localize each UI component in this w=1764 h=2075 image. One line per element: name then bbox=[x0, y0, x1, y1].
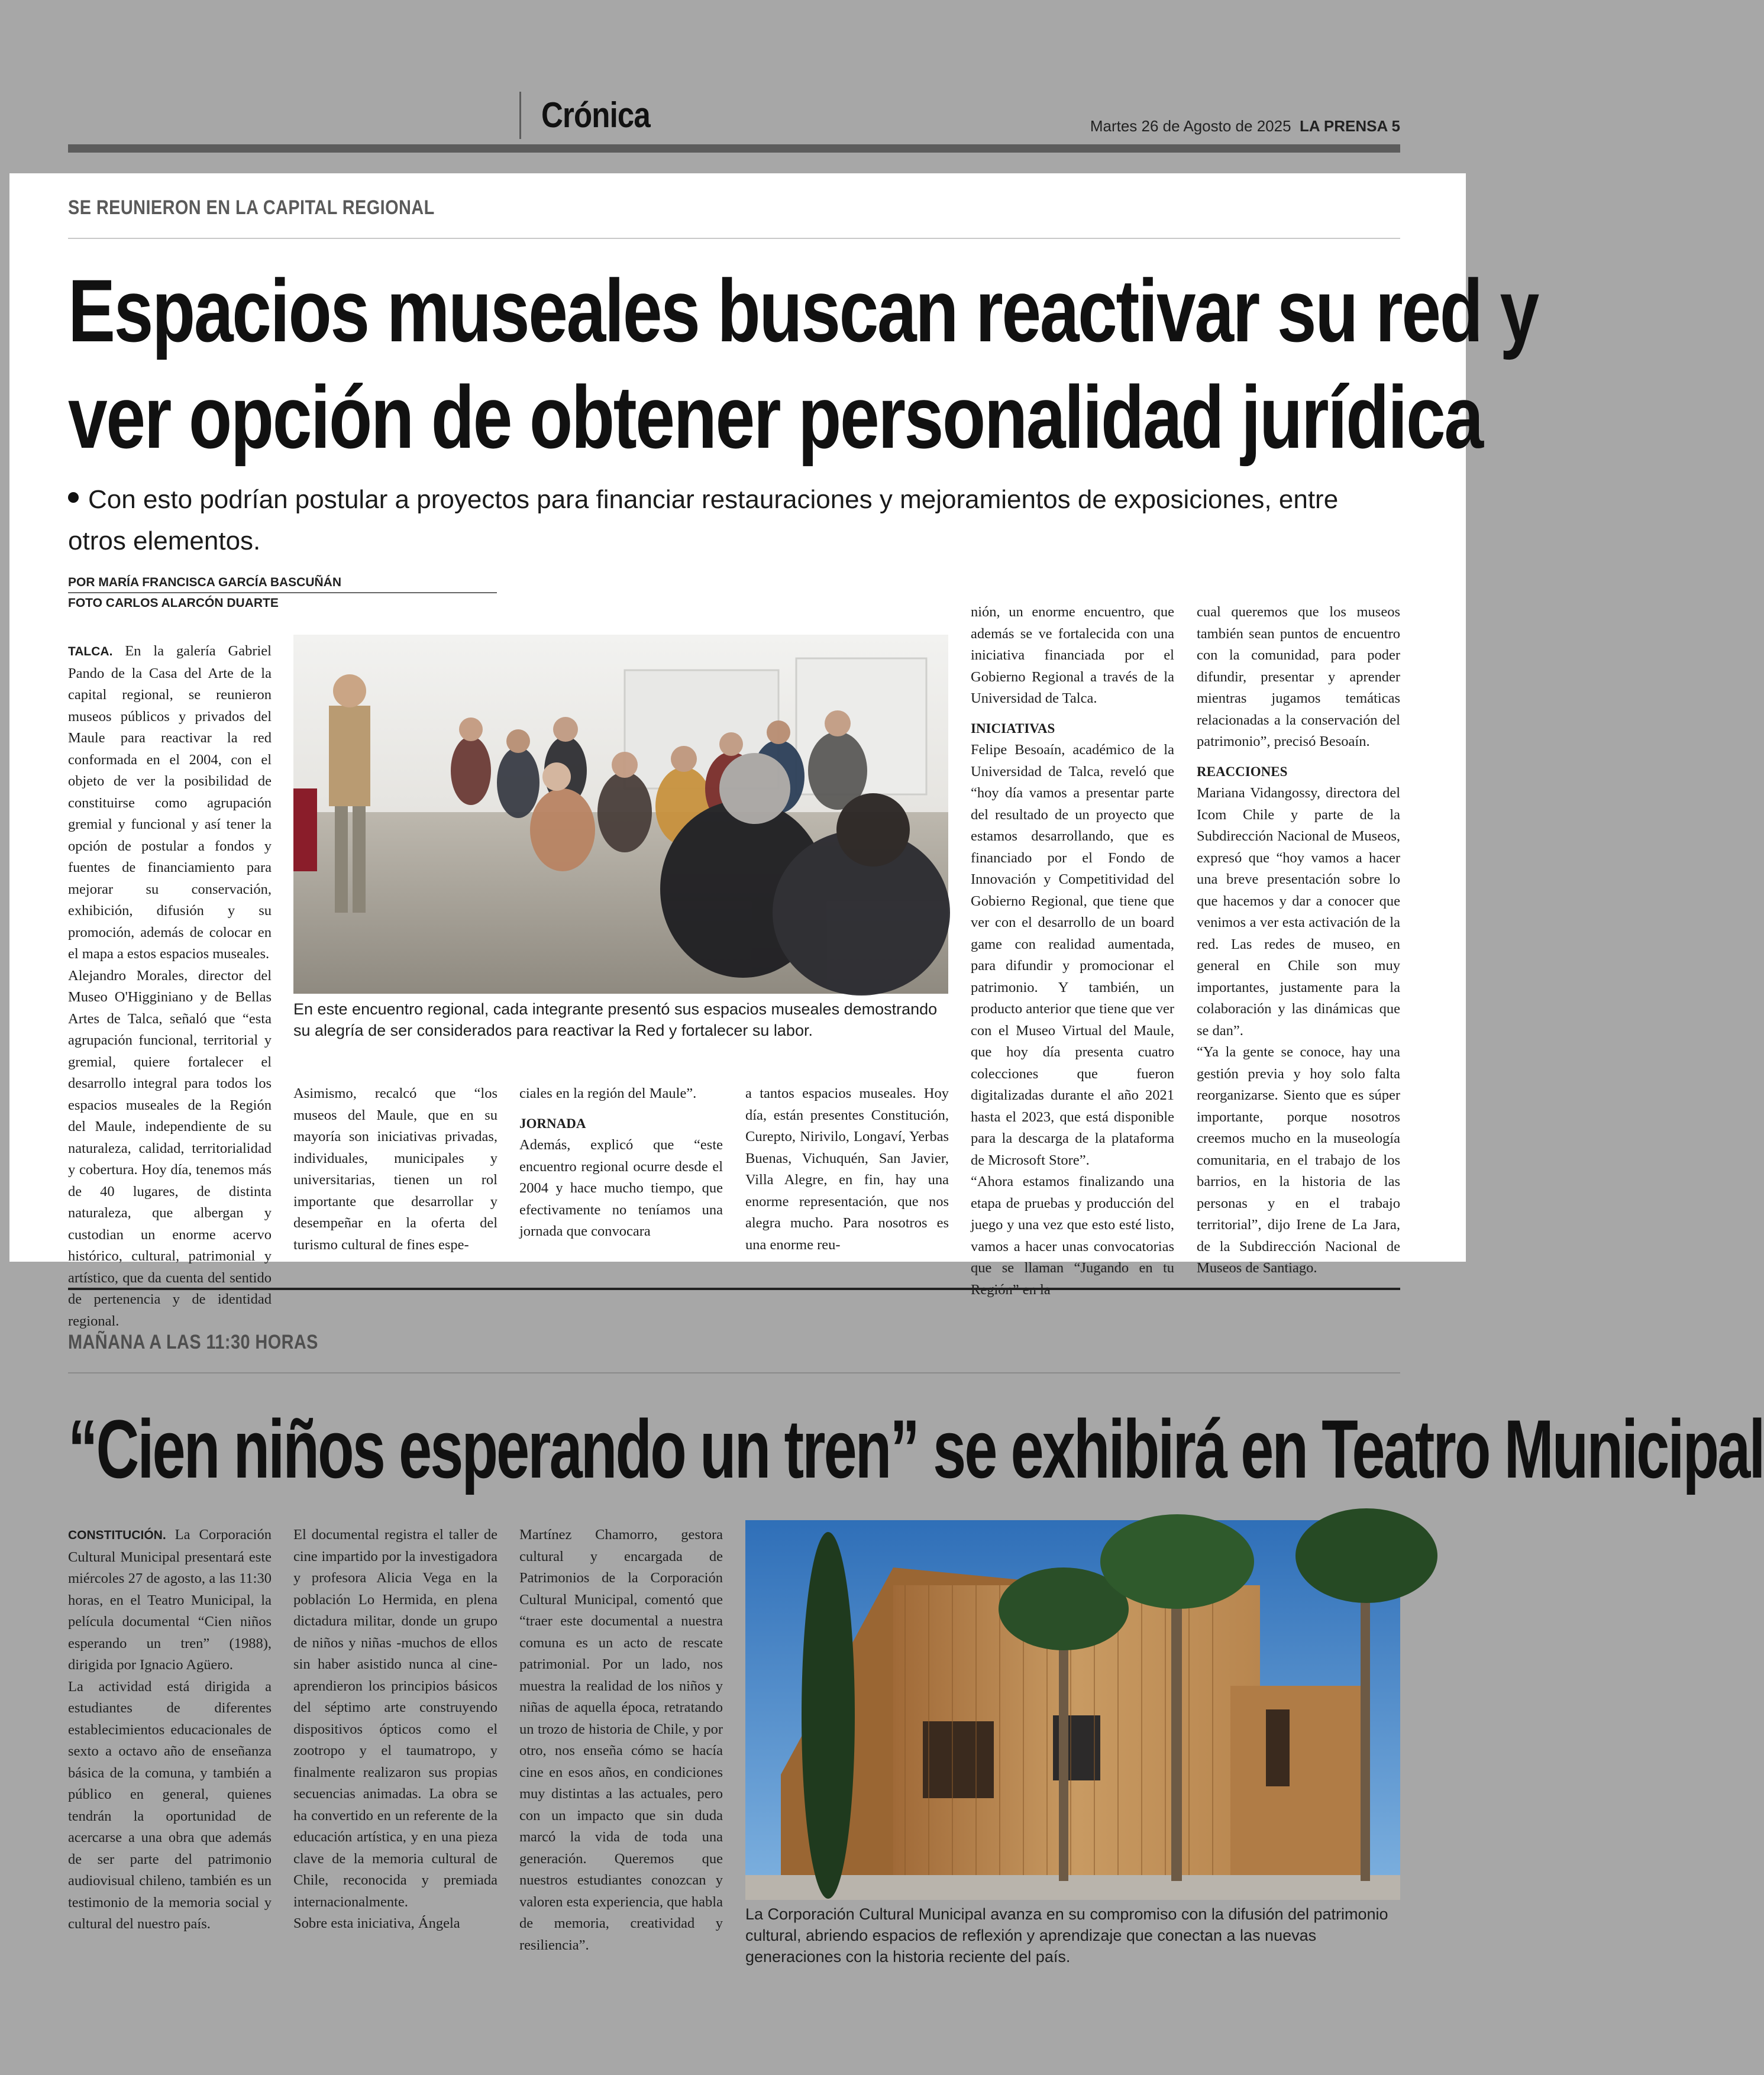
article-1-headline-line2: ver opción de obtener personalidad jurídica bbox=[68, 367, 1482, 467]
article-2-column-3 bbox=[519, 1524, 723, 1956]
column-paragraph: El documental registra el taller de cine impartido por la investigadora y profesora Alicia Vega en la población Lo Hermida, en plena dictadura militar, donde un grupo de niños y niñas -muchos de ellos sin haber asistido nunca al cine- aprendieron los principios básicos del séptimo arte construyendo dispositivos ópticos como el zootropo y el taumatropo, y finalmente realizaron sus propias secuencias animadas. La obra se ha convertido en un referente de la educación artística, y en una pieza clave de la memoria cultural de Chile, reconocida y premiada internacionalmente. bbox=[293, 1527, 497, 1910]
article-1-kicker: SE REUNIERON EN LA CAPITAL REGIONAL bbox=[68, 196, 435, 219]
column-paragraph: “Ahora estamos finalizando una etapa de pruebas y producción del juego y una vez que esto esté listo, vamos a hacer unas convocatorias que se llaman “Jugando en tu bbox=[971, 1174, 1174, 1276]
header-divider bbox=[519, 92, 521, 139]
column-paragraph: Asimismo, recalcó que “los museos del Maule, que en su mayoría son iniciativas privadas, individuales, municipales y universitarias, tienen un rol importante que desarrollar y desempeñar en la oferta del turismo cultural de fines espe- bbox=[293, 1085, 497, 1253]
article-2-kicker: MAÑANA A LAS 11:30 HORAS bbox=[68, 1331, 318, 1353]
article-1-column-1 bbox=[68, 641, 272, 1332]
subhead-jornada: JORNADA bbox=[519, 1116, 586, 1131]
article-separator bbox=[68, 1288, 1400, 1290]
article-2-column-1 bbox=[68, 1524, 272, 1935]
article-1-column-2 bbox=[293, 1083, 497, 1256]
meeting-photo-image bbox=[293, 635, 948, 994]
column-paragraph: cual queremos que los museos también sean puntos de encuentro con la comunidad, para poder difundir, presentar y aprender mientras jugamos temáticas relacionadas a la conservación del patrimonio”, precisó Besoaín. bbox=[1197, 604, 1400, 749]
photo-credit: FOTO CARLOS ALARCÓN DUARTE bbox=[68, 596, 279, 610]
article-1-photo-caption: En este encuentro regional, cada integrante presentó sus espacios museales demostrando su alegría de ser considerados para reactivar la Red y fortalecer su labor. bbox=[293, 1000, 938, 1039]
dateline bbox=[1090, 117, 1400, 135]
column-paragraph: En la galería Gabriel Pando de la Casa del Arte de la capital regional, se reunieron museos públicos y privados del Maule para reactivar la red conformada en el 2004, con el objeto de ver la posibilidad de constituirse como agrupación gremial y funcional y así tener la opción de postular a fondos y fuentes de financiamiento para mejorar su conservación, exhibición, difusión y su promoción, además de colocar en el mapa a estos espacios museales. bbox=[68, 643, 272, 962]
column-paragraph: Felipe Besoaín, académico de la Universidad de Talca, reveló que “hoy día vamos a presentar parte del resultado de un proyecto que estamos desarrollando, que es financiado por el Fondo de Innovación y Competitividad del Gobierno Regional, que tiene que ver con el desarrollo de un board game con realidad aumentada, para difundir y promocionar el patrimonio. Y también, un producto anterior que tiene que ver con el Museo Virtual del Maule, que hoy día presenta cuatro colecciones que fueron digitalizadas durante el año 2021 hasta el 2023, que está disponible para la descarga de la plataforma de Microsoft Store”. bbox=[971, 742, 1174, 1168]
deck-text: Con esto podrían postular a proyectos para financiar restauraciones y mejoramientos de exposiciones, entre otros elementos. bbox=[68, 485, 1339, 555]
byline: POR MARÍA FRANCISCA GARCÍA BASCUÑÁN bbox=[68, 576, 341, 589]
dateline-talca: TALCA. bbox=[68, 645, 113, 658]
column-paragraph: Sobre esta iniciativa, Ángela bbox=[293, 1915, 460, 1931]
paper-name: LA PRENSA 5 bbox=[1300, 117, 1400, 135]
column-paragraph: Además, explicó que “este encuentro regional ocurre desde el 2004 y hace mucho tiempo, que efectivamente no teníamos una jornada que convocara bbox=[519, 1137, 723, 1239]
column-paragraph: ciales en la región del Maule”. bbox=[519, 1085, 697, 1101]
article-1-column-6 bbox=[1197, 602, 1400, 1279]
article-2-column-2 bbox=[293, 1524, 497, 1935]
article-2-photo bbox=[745, 1520, 1400, 1900]
bullet-icon bbox=[68, 492, 79, 503]
header-bar bbox=[68, 144, 1400, 153]
article-2-headline: “Cien niños esperando un tren” se exhibirá en Teatro Municipal bbox=[68, 1402, 1764, 1495]
article-1-column-3 bbox=[519, 1083, 723, 1243]
column-paragraph: Mariana Vidangossy, directora del Icom Chile y parte de la Subdirección Nacional de Museos, expresó que “hoy vamos a hacer una breve presentación sobre lo que hacemos y dar a conocer que venimos a ver esta activación de la red. Las redes de museo, en general en Chile son muy importantes, justamente para la colaboración y las dinámicas que se dan”. bbox=[1197, 785, 1400, 1039]
kicker-rule bbox=[68, 238, 1400, 239]
column-paragraph: “Ya la gente se conoce, hay una gestión previa y hoy solo falta reorganizarse. Siento que es súper importante, porque nosotros creemos mucho en la museología comunitaria, en el trabajo de los barrios, en la historia de las personas y en el trabajo territorial”, dijo Irene de La Jara, de la Subdirección Nacional de Museos de Santiago. bbox=[1197, 1044, 1400, 1276]
byline-rule bbox=[68, 592, 497, 593]
article-1-headline-line1: Espacios museales buscan reactivar su red y bbox=[68, 261, 1538, 360]
kicker-rule bbox=[68, 1372, 1400, 1373]
column-paragraph: Alejandro Morales, director del Museo O'Higginiano y de Bellas Artes de Talca, señaló que “esta agrupación funcional, territorial y gremial, quiere fortalecer el desarrollo integral para todos los espacios museales de la Región del Maule, independiente de su naturaleza, calidad, territorialidad y cobertura. Hoy día, tenemos más de 40 lugares, de distinta naturaleza, que albergan y custodian un enorme acervo histórico, cultural, patrimonial y artístico, que da cuenta del sentido de pertenencia y de identidad regional. bbox=[68, 967, 272, 1329]
issue-date: Martes 26 de Agosto de 2025 bbox=[1090, 117, 1291, 135]
column-paragraph: Martínez Chamorro, gestora cultural y encargada de Patrimonios de la Corporación Cultural Municipal, comentó que “traer este documental a nuestra comuna es un acto de rescate patrimonial. Por un lado, nos muestra la realidad de los niños y niñas de aquella época, retratando un trozo de historia de Chile, y por otro, nos enseña cómo se hacía cine en esos años, en condiciones muy distintas a las actuales, pero con un impacto que sin duda marcó la vida de toda una generación. Queremos que nuestros estudiantes conozcan y valoren esta experiencia, que habla de memoria, creatividad y resiliencia”. bbox=[519, 1527, 723, 1953]
article-1-column-5 bbox=[971, 602, 1174, 1301]
article-2-photo-caption: La Corporación Cultural Municipal avanza en su compromiso con la difusión del patrimonio cultural, abriendo espacios de reflexión y aprendizaje que conectan a las nuevas generaciones con la historia reciente del país. bbox=[745, 1905, 1388, 1966]
subhead-iniciativas: INICIATIVAS bbox=[971, 720, 1055, 736]
section-title: Crónica bbox=[541, 95, 650, 135]
theatre-photo-image bbox=[745, 1520, 1400, 1900]
column-paragraph: a tantos espacios museales. Hoy día, están presentes Constitución, Curepto, Nirivilo, Longaví, Yerbas Buenas, Vichuquén, San Javier, Villa Alegre, en fin, hay una enorme representación, que nos alegra mucho. Para nosotros es una enorme reu- bbox=[745, 1085, 949, 1253]
dateline-constitucion: CONSTITUCIÓN. bbox=[68, 1528, 166, 1542]
column-paragraph: La Corporación Cultural Municipal presentará este miércoles 27 de agosto, a las 11:30 horas, en el Teatro Municipal, la película documental “Cien niños esperando un tren” (1988), dirigida por Ignacio Agüero. bbox=[68, 1527, 272, 1673]
article-1-photo bbox=[293, 635, 948, 994]
column-paragraph: La actividad está dirigida a estudiantes de diferentes establecimientos educacionales de sexto a octavo año de enseñanza básica de la comuna, y también a público en general, quienes tendrán la oportunidad de acercarse a una obra que además de ser parte del patrimonio audiovisual chileno, también es un testimonio de la memoria social y cultural del nuestro país. bbox=[68, 1678, 272, 1932]
subhead-reacciones: REACCIONES bbox=[1197, 764, 1288, 779]
article-1-column-4 bbox=[745, 1083, 949, 1256]
article-1-deck bbox=[68, 479, 1393, 562]
column-paragraph: nión, un enorme encuentro, que además se ve fortalecida con una iniciativa financiada por el Gobierno Regional a través de la Universidad de Talca. bbox=[971, 604, 1174, 706]
